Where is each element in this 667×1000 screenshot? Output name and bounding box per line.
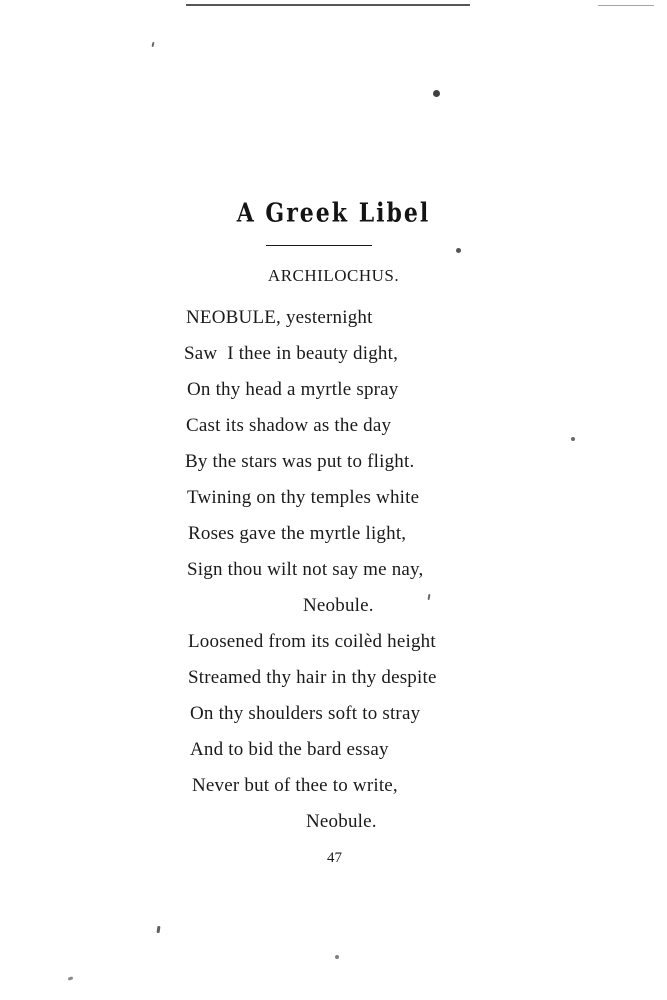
scan-speck xyxy=(335,955,339,959)
poem-refrain: Neobule. xyxy=(306,811,377,832)
poem-line: Cast its shadow as the day xyxy=(186,415,392,436)
poem-line: And to bid the bard essay xyxy=(190,739,389,760)
poem-line: Roses gave the myrtle light, xyxy=(188,523,407,544)
poem-line: Streamed thy hair in thy despite xyxy=(188,667,437,688)
poem-line: By the stars was put to flight. xyxy=(185,451,415,472)
scan-speck xyxy=(433,90,440,97)
scan-speck xyxy=(157,926,161,933)
poem-line: On thy head a myrtle spray xyxy=(187,379,399,400)
poem-line: NEOBULE, yesternight xyxy=(186,307,373,328)
poem-line: On thy shoulders soft to stray xyxy=(190,703,421,724)
title-divider xyxy=(266,245,372,246)
scan-edge-artifact-left xyxy=(186,4,470,6)
poem-line: Never but of thee to write, xyxy=(192,775,398,796)
poem-body xyxy=(0,300,667,840)
page-number: 47 xyxy=(327,850,342,866)
poem-line: Loosened from its coilèd height xyxy=(188,631,436,652)
poem-line: Sign thou wilt not say me nay, xyxy=(187,559,424,580)
stanza-2 xyxy=(0,624,667,840)
stanza-1 xyxy=(0,300,667,624)
poem-line: Saw I thee in beauty dight, xyxy=(184,343,399,364)
poem-attribution: ARCHILOCHUS. xyxy=(267,266,400,285)
poem-refrain: Neobule. xyxy=(303,595,374,616)
scan-edge-artifact-right xyxy=(598,5,654,6)
scan-speck xyxy=(68,976,74,980)
page-title: A Greek Libel xyxy=(236,198,431,229)
poem-line: Twining on thy temples white xyxy=(187,487,420,508)
scan-speck xyxy=(152,42,155,47)
scan-speck xyxy=(456,248,461,253)
